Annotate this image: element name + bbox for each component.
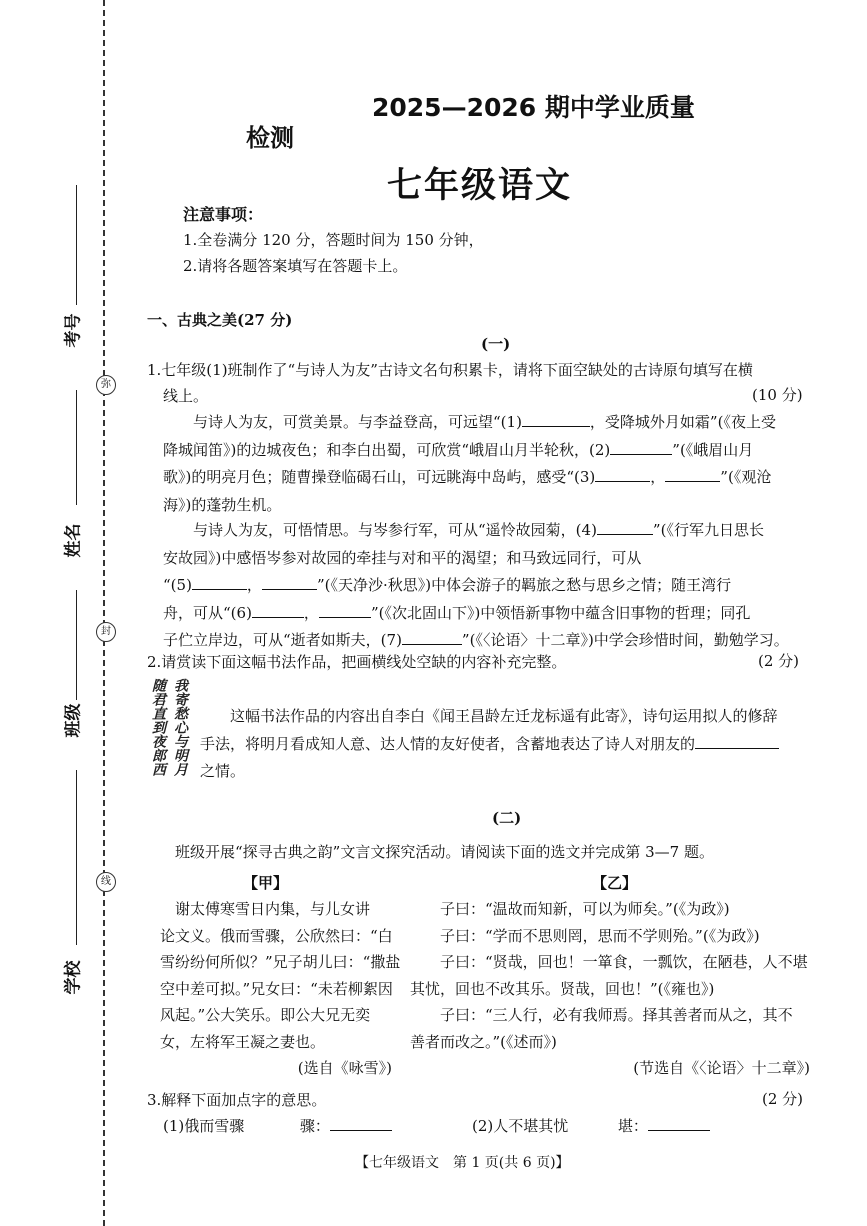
answer-blank-6a[interactable]	[252, 601, 304, 618]
answer-blank-7[interactable]	[402, 628, 462, 645]
subject-title: 七年级语文	[387, 166, 573, 206]
answer-blank-3a[interactable]	[595, 465, 650, 482]
q2-points: (2 分)	[758, 652, 800, 670]
school-label: 学校	[63, 960, 84, 995]
q3-item-1: (1)俄而雪骤 骤：	[163, 1114, 392, 1138]
q3-item-2: (2)人不堪其忧 堪：	[472, 1114, 710, 1138]
passage-jia: 谢太傅寒雪日内集，与儿女讲 论文义。俄而雪骤，公欣然曰：“白 雪纷纷何所似？”兄子胡儿曰：“撒盐 空中差可拟。”兄女曰：“未若柳絮因 风起。”公大笑乐。即公大兄无奕 女，左将军王凝之妻也。 (选自《咏雪》)	[160, 900, 401, 1077]
part-two-heading: (二)	[492, 809, 522, 827]
class-blank	[76, 590, 77, 700]
class-label: 班级	[63, 703, 84, 738]
q2-prompt: 2.请赏读下面这幅书法作品，把画横线处空缺的内容补充完整。	[147, 653, 567, 671]
answer-blank-5a[interactable]	[192, 573, 247, 590]
notice-heading: 注意事项：	[183, 205, 264, 224]
passage-jia-heading: 【甲】	[243, 874, 289, 892]
name-label: 姓名	[63, 523, 84, 558]
q1-paragraph-2: 与诗人为友，可悟情思。与岑参行军，可从“遥怜故园菊，(4) ”(《行军九日思长 安故园》)中感悟岑参对故园的牵挂与对和平的渴望；和马致远同行，可从 “(5) ， ”(《天净沙·秋思》)中体会游子的羁旅之愁与思乡之情；随王湾行 舟，可从“(6) ， ”(《次北固山下》)中领悟新事物中蕴含旧事物的哲理；同孔 子伫立岸边，可从“逝者如斯夫，(7) ”(《〈论语〉十二章》)中学会珍惜时间，勤勉学习。	[163, 517, 803, 655]
calligraphy-image	[143, 678, 195, 818]
q3-answer-blank-2[interactable]	[648, 1114, 710, 1131]
exam-no-blank	[76, 185, 77, 305]
answer-blank-5b[interactable]	[262, 573, 317, 590]
exam-title-cont: 检测	[246, 124, 294, 152]
q2-paragraph: 这幅书法作品的内容出自李白《闻王昌龄左迁龙标遥有此寄》，诗句运用拟人的修辞 手法，将明月看成知人意、达人情的友好使者，含蓄地表达了诗人对朋友的 之情。	[200, 707, 778, 780]
q1-prompt: 1.七年级(1)班制作了“与诗人为友”古诗文名句积累卡，请将下面空缺处的古诗原句填写在横	[147, 361, 753, 379]
q1-points: (10 分)	[752, 386, 803, 404]
part-one-heading: (一)	[481, 335, 511, 353]
seal-mark-2: 封	[96, 622, 116, 642]
name-blank	[76, 390, 77, 505]
exam-no-label: 考号	[63, 313, 84, 348]
section-heading: 一、古典之美(27 分)	[147, 311, 293, 329]
calligraphy-col-2: 随君直到夜郎西	[150, 678, 166, 776]
calligraphy-col-1: 我寄愁心与明月	[172, 678, 188, 776]
seal-mark-1: 弥	[96, 375, 116, 395]
answer-blank-4[interactable]	[597, 518, 653, 535]
notice-item-1: 1.全卷满分 120 分，答题时间为 150 分钟，	[183, 231, 484, 249]
school-blank	[76, 770, 77, 945]
answer-blank-6b[interactable]	[319, 601, 371, 618]
passage-yi: 子曰：“温故而知新，可以为师矣。”(《为政》) 子曰：“学而不思则罔，思而不学则殆。”(《为政》) 子曰：“贤哉，回也！一箪食，一瓢饮，在陋巷，人不堪 其忧，回也不改其乐。贤哉，回也！”(《雍也》) 子曰：“三人行，必有我师焉。择其善者而从之，其不 善者而改之。”(《述而》) (节选自《〈论语〉十二章》)	[410, 900, 810, 1077]
q1-paragraph-1: 与诗人为友，可赏美景。与李益登高，可远望“(1) ，受降城外月如霜”(《夜上受 降城闻笛》)的边城夜色；和李白出蜀，可欣赏“峨眉山月半轮秋，(2) ”(《峨眉山月 歌》)的明亮月色；随曹操登临碣石山，可远眺海中岛屿，感受“(3) ， ”(《观沧 海》)的蓬勃生机。	[163, 409, 803, 519]
notice-item-2: 2.请将各题答案填写在答题卡上。	[183, 257, 408, 275]
q3-answer-blank-1[interactable]	[330, 1114, 392, 1131]
q3-prompt: 3.解释下面加点字的意思。	[147, 1091, 327, 1109]
answer-blank-2[interactable]	[610, 438, 672, 455]
passage-yi-heading: 【乙】	[592, 874, 638, 892]
q1-prompt-cont: 线上。	[163, 387, 209, 405]
binding-dashed-line	[103, 0, 105, 1226]
exam-title: 2025—2026 期中学业质量	[372, 93, 695, 122]
q2-answer-blank[interactable]	[695, 732, 779, 749]
page-footer: 【七年级语文 第 1 页(共 6 页)】	[355, 1155, 570, 1171]
seal-mark-3: 线	[96, 872, 116, 892]
part-two-intro: 班级开展“探寻古典之韵”文言文探究活动。请阅读下面的选文并完成第 3—7 题。	[175, 843, 714, 861]
answer-blank-3b[interactable]	[665, 465, 720, 482]
answer-blank-1[interactable]	[522, 410, 590, 427]
q3-points: (2 分)	[762, 1090, 804, 1108]
